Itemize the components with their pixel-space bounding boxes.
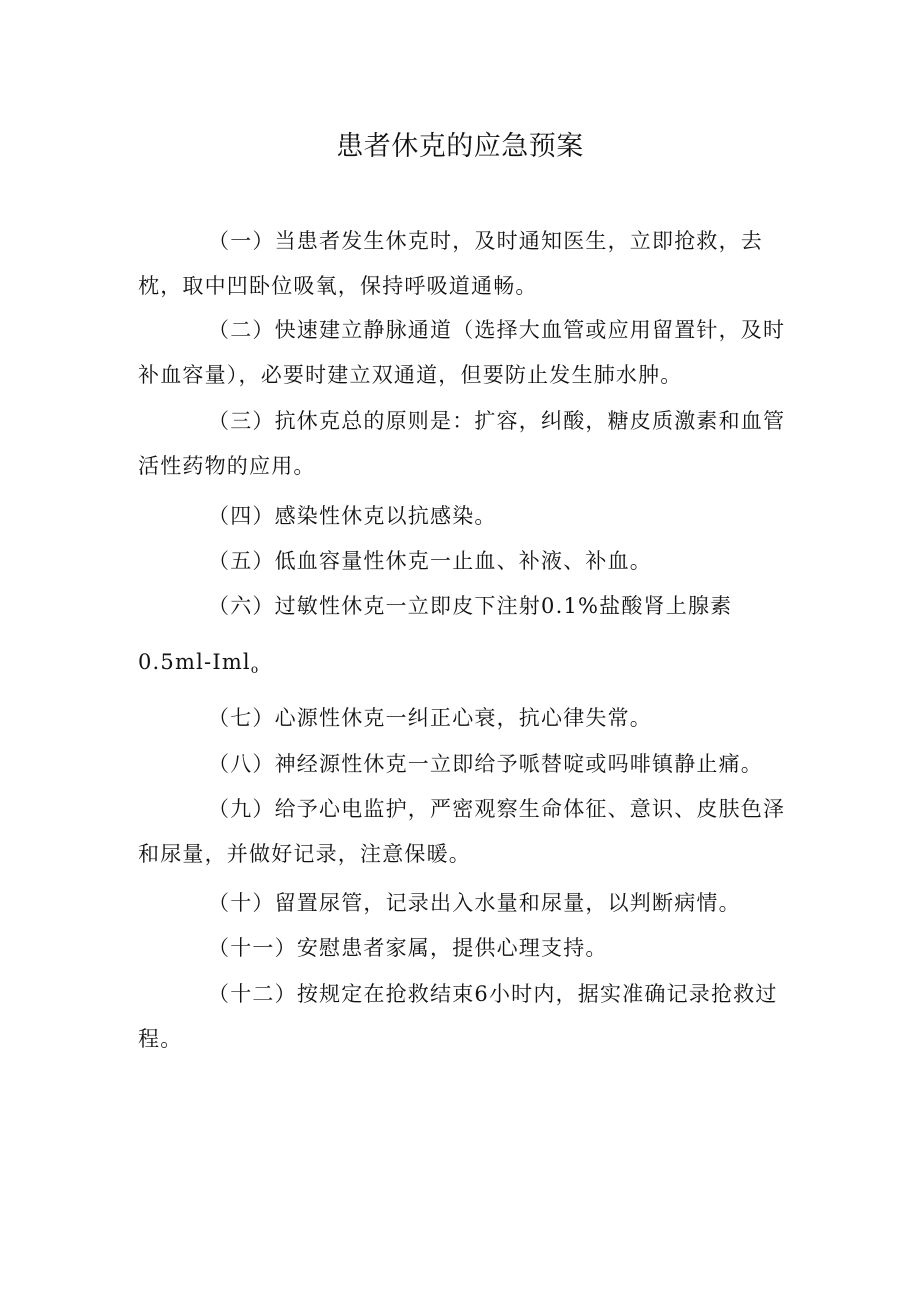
item-6-continuation <box>138 640 794 692</box>
item-11-text: 安慰患者家属，提供心理支持。 <box>296 936 608 960</box>
item-8 <box>138 742 794 787</box>
page-title: 患者休克的应急预案 <box>336 131 584 162</box>
item-9-label: （九） <box>208 797 275 821</box>
item-1 <box>138 219 794 309</box>
item-1-text: 当患者发生休克时，及时通知医生，立即抢救，去枕，取中凹卧位吸氧，保持呼吸道通畅。 <box>138 229 764 298</box>
item-3-text: 抗休克总的原则是：扩容，纠酸，糖皮质激素和血管活性药物的应用。 <box>138 409 786 478</box>
item-4-label: （四） <box>208 504 275 528</box>
item-3-label: （三） <box>208 409 275 433</box>
item-12-text: 按规定在抢救结束6小时内，据实准确记录抢救过程。 <box>138 982 778 1051</box>
item-6-label: （六） <box>208 594 275 618</box>
item-10-text: 留置尿管，记录出入水量和尿量，以判断病情。 <box>274 891 741 915</box>
item-7-text: 心源性休克一纠正心衰，抗心律失常。 <box>274 706 653 730</box>
item-2-text: 快速建立静脉通道（选择大血管或应用留置针，及时补血容量），必要时建立双通道，但要防止发生肺水肿。 <box>138 318 786 387</box>
item-4 <box>138 494 794 539</box>
item-5-text: 低血容量性休克一止血、补液、补血。 <box>274 549 653 573</box>
item-5-label: （五） <box>208 549 275 573</box>
item-9-text: 给予心电监护，严密观察生命体征、意识、皮肤色泽和尿量，并做好记录，注意保暖。 <box>138 797 786 866</box>
item-11-label: （十一） <box>208 936 297 960</box>
item-2-label: （二） <box>208 318 275 342</box>
item-11 <box>138 926 794 971</box>
item-5 <box>138 539 794 584</box>
item-6 <box>138 584 794 629</box>
item-12-label: （十二） <box>208 982 297 1006</box>
item-8-text: 神经源性休克一立即给予哌替啶或吗啡镇静止痛。 <box>274 752 764 776</box>
item-7-label: （七） <box>208 706 275 730</box>
item-1-label: （一） <box>208 229 275 253</box>
item-8-label: （八） <box>208 752 275 776</box>
item-12 <box>138 972 794 1062</box>
item-6-text: 过敏性休克一立即皮下注射0.1%盐酸肾上腺素 <box>274 594 733 618</box>
item-6-dose-subscript: o <box>250 662 259 676</box>
item-10-label: （十） <box>208 891 275 915</box>
item-10 <box>138 881 794 926</box>
item-9 <box>138 787 794 877</box>
item-3 <box>138 399 794 489</box>
item-2 <box>138 308 794 398</box>
item-7 <box>138 696 794 741</box>
item-6-dose: 0.5ml-Iml <box>138 650 251 674</box>
item-4-text: 感染性休克以抗感染。 <box>274 504 497 528</box>
